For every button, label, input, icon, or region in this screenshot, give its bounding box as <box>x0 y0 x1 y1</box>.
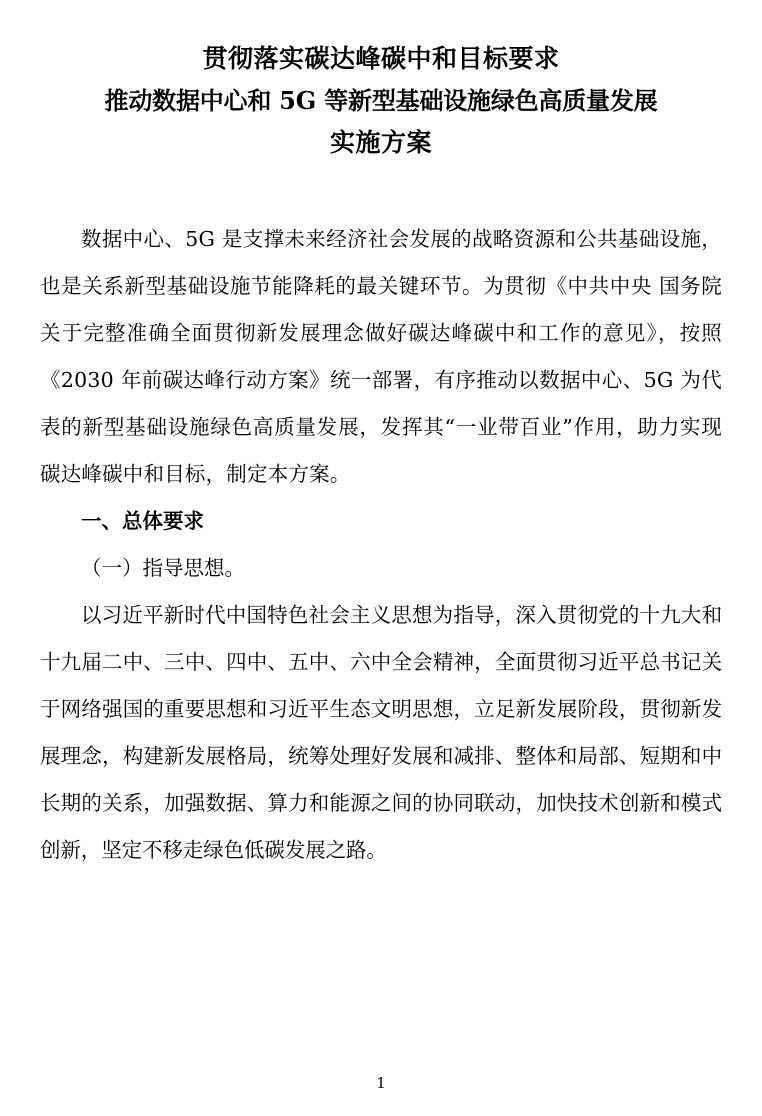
paragraph-intro: 数据中心、5G 是支撑未来经济社会发展的战略资源和公共基础设施，也是关系新型基础设施节能降耗的最关键环节。为贯彻《中共中央 国务院关于完整准确全面贯彻新发展理念做好碳达峰碳中和工作的意见》，按照《2030 年前碳达峰行动方案》统一部署，有序推动以数据中心、5G 为代表的新型基础设施绿色高质量发展，发挥其“一业带百业”作用，助力实现碳达峰碳中和目标，制定本方案。 <box>40 227 722 486</box>
title-line-1: 贯彻落实碳达峰碳中和目标要求 <box>202 44 560 73</box>
page-title <box>40 30 722 164</box>
title-line-3: 实施方案 <box>329 128 432 157</box>
page-number: 1 <box>376 1074 386 1092</box>
section-heading-1: 一、总体要求 <box>81 509 204 533</box>
subsection-heading-1-1: （一）指导思想。 <box>81 556 245 580</box>
paragraph-guiding-thought: 以习近平新时代中国特色社会主义思想为指导，深入贯彻党的十九大和十九届二中、三中、四中、五中、六中全会精神，全面贯彻习近平总书记关于网络强国的重要思想和习近平生态文明思想，立足新发展阶段，贯彻新发展理念，构建新发展格局，统筹处理好发展和减排、整体和局部、短期和中长期的关系，加强数据、算力和能源之间的协同联动，加快技术创新和模式创新，坚定不移走绿色低碳发展之路。 <box>40 603 722 862</box>
document-body <box>40 216 722 874</box>
title-line-2: 推动数据中心和 5G 等新型基础设施绿色高质量发展 <box>104 86 658 115</box>
